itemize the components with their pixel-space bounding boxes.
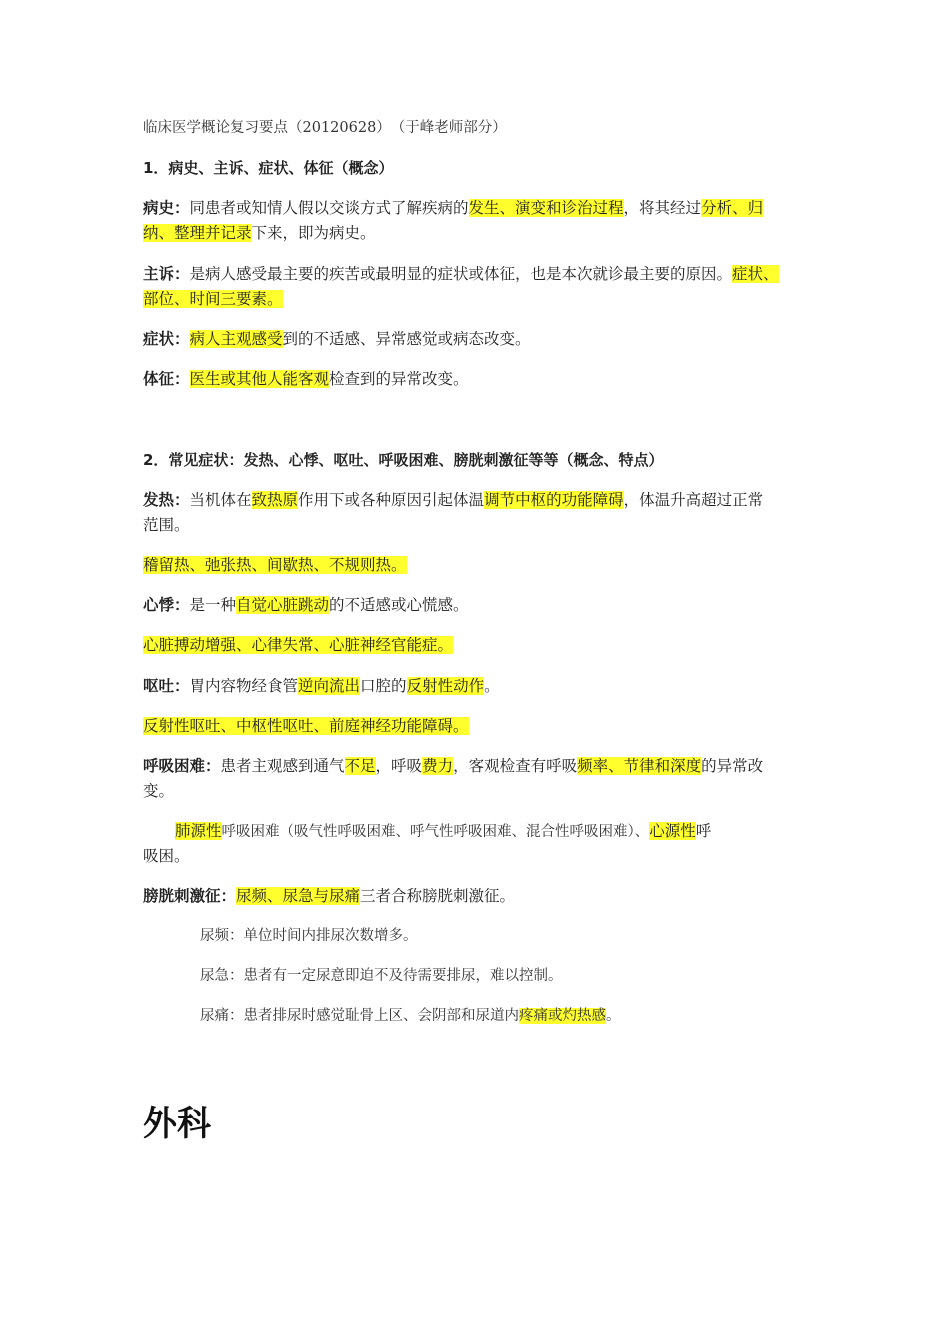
highlight: 自觉心脏跳动 bbox=[236, 596, 330, 614]
highlight: 发生、演变和诊治过程 bbox=[468, 199, 624, 217]
text: 呼吸困难（吸气性呼吸困难、呼气性呼吸困难、混合性呼吸困难）、 bbox=[221, 824, 650, 840]
highlight: 疼痛或灼热感 bbox=[519, 1008, 606, 1024]
highlight: 稽留热、弛张热、间歇热、不规则热。 bbox=[143, 556, 407, 574]
dyspnea-definition-line-2: 变。 bbox=[143, 782, 175, 800]
text: 同患者或知情人假以交谈方式了解疾病的 bbox=[189, 199, 469, 217]
urinary-pain bbox=[200, 1004, 621, 1028]
palpitation-definition bbox=[143, 593, 469, 617]
text: 是病人感受最主要的疾苦或最明显的症状或体征，也是本次就诊最主要的原因。 bbox=[189, 265, 733, 283]
text: 胃内容物经食管 bbox=[189, 677, 299, 695]
text: ，客观检查有呼吸 bbox=[453, 757, 578, 775]
highlight: 反射性呕吐、中枢性呕吐、前庭神经功能障碍。 bbox=[143, 717, 469, 735]
fever-definition-line-1 bbox=[143, 488, 763, 512]
text: 的异常改 bbox=[701, 757, 764, 775]
text: ，将其经过 bbox=[623, 199, 702, 217]
symptom-definition bbox=[143, 327, 531, 351]
urinary-urgency: 尿急：患者有一定尿意即迫不及待需要排尿，难以控制。 bbox=[200, 968, 563, 984]
term-palpitation: 心悸： bbox=[143, 596, 190, 614]
text: 。 bbox=[606, 1008, 621, 1024]
term-bladder-irritation: 膀胱刺激征： bbox=[143, 887, 237, 905]
term-symptom: 症状： bbox=[143, 330, 190, 348]
text: 尿痛：患者排尿时感觉耻骨上区、会阴部和尿道内 bbox=[200, 1008, 519, 1024]
text: 三者合称膀胱刺激征。 bbox=[360, 887, 516, 905]
term-complaint: 主诉： bbox=[143, 265, 190, 283]
highlight: 病人主观感受 bbox=[189, 330, 283, 348]
highlight: 心脏搏动增强、心律失常、心脏神经官能症。 bbox=[143, 636, 454, 654]
palpitation-causes bbox=[143, 633, 453, 657]
term-fever: 发热： bbox=[143, 491, 190, 509]
dyspnea-types-line-1 bbox=[175, 819, 711, 844]
vomiting-definition bbox=[143, 674, 500, 698]
highlight: 肺源性 bbox=[175, 822, 222, 840]
term-sign: 体征： bbox=[143, 370, 190, 388]
text: ，体温升高超过正常 bbox=[623, 491, 764, 509]
text: 呼 bbox=[695, 822, 712, 840]
complaint-definition-line-1 bbox=[143, 262, 779, 286]
term-dyspnea: 呼吸困难： bbox=[143, 757, 221, 775]
text: 是一种 bbox=[189, 596, 237, 614]
dyspnea-types-line-2: 吸困。 bbox=[143, 847, 190, 865]
text: 到的不适感、异常感觉或病态改变。 bbox=[282, 330, 531, 348]
text: 下来，即为病史。 bbox=[251, 224, 376, 242]
document-title: 临床医学概论复习要点（20120628） （于峰老师部分） bbox=[143, 120, 507, 136]
text: 的不适感或心慌感。 bbox=[329, 596, 469, 614]
highlight: 反射性动作 bbox=[406, 677, 485, 695]
highlight: 分析、归 bbox=[701, 199, 764, 217]
highlight: 不足 bbox=[344, 757, 376, 775]
urinary-frequency: 尿频：单位时间内排尿次数增多。 bbox=[200, 928, 418, 944]
dyspnea-definition-line-1 bbox=[143, 754, 763, 778]
section-2-heading: 2．常见症状：发热、心悸、呕吐、呼吸困难、膀胱刺激征等等（概念、特点） bbox=[143, 451, 664, 469]
text: 检查到的异常改变。 bbox=[329, 370, 469, 388]
text: 当机体在 bbox=[189, 491, 252, 509]
text: 患者主观感到通气 bbox=[220, 757, 345, 775]
text: ，呼吸 bbox=[375, 757, 423, 775]
highlight: 症状、 bbox=[732, 265, 779, 283]
term-vomiting: 呕吐： bbox=[143, 677, 190, 695]
surgery-heading: 外科 bbox=[143, 1104, 211, 1144]
term-history: 病史： bbox=[143, 199, 190, 217]
text: 作用下或各种原因引起体温 bbox=[298, 491, 485, 509]
highlight: 致热原 bbox=[251, 491, 299, 509]
fever-types bbox=[143, 553, 407, 577]
highlight: 尿频、尿急与尿痛 bbox=[236, 887, 361, 905]
sign-definition bbox=[143, 367, 469, 391]
fever-definition-line-2: 范围。 bbox=[143, 516, 190, 534]
highlight: 纳、整理并记录 bbox=[143, 224, 252, 242]
history-definition-line-1 bbox=[143, 196, 763, 220]
bladder-irritation-definition bbox=[143, 884, 515, 908]
highlight: 调节中枢的功能障碍 bbox=[484, 491, 624, 509]
highlight: 心源性 bbox=[649, 822, 696, 840]
text: 口腔的 bbox=[360, 677, 407, 695]
vomiting-types bbox=[143, 714, 469, 738]
text: 。 bbox=[484, 677, 500, 695]
highlight: 医生或其他人能客观 bbox=[189, 370, 330, 388]
complaint-definition-line-2 bbox=[143, 287, 283, 311]
highlight: 部位、时间三要素。 bbox=[143, 290, 283, 308]
section-1-heading: 1．病史、主诉、症状、体征（概念） bbox=[143, 159, 394, 177]
highlight: 费力 bbox=[422, 757, 454, 775]
history-definition-line-2 bbox=[143, 221, 376, 245]
highlight: 频率、节律和深度 bbox=[577, 757, 702, 775]
highlight: 逆向流出 bbox=[298, 677, 361, 695]
